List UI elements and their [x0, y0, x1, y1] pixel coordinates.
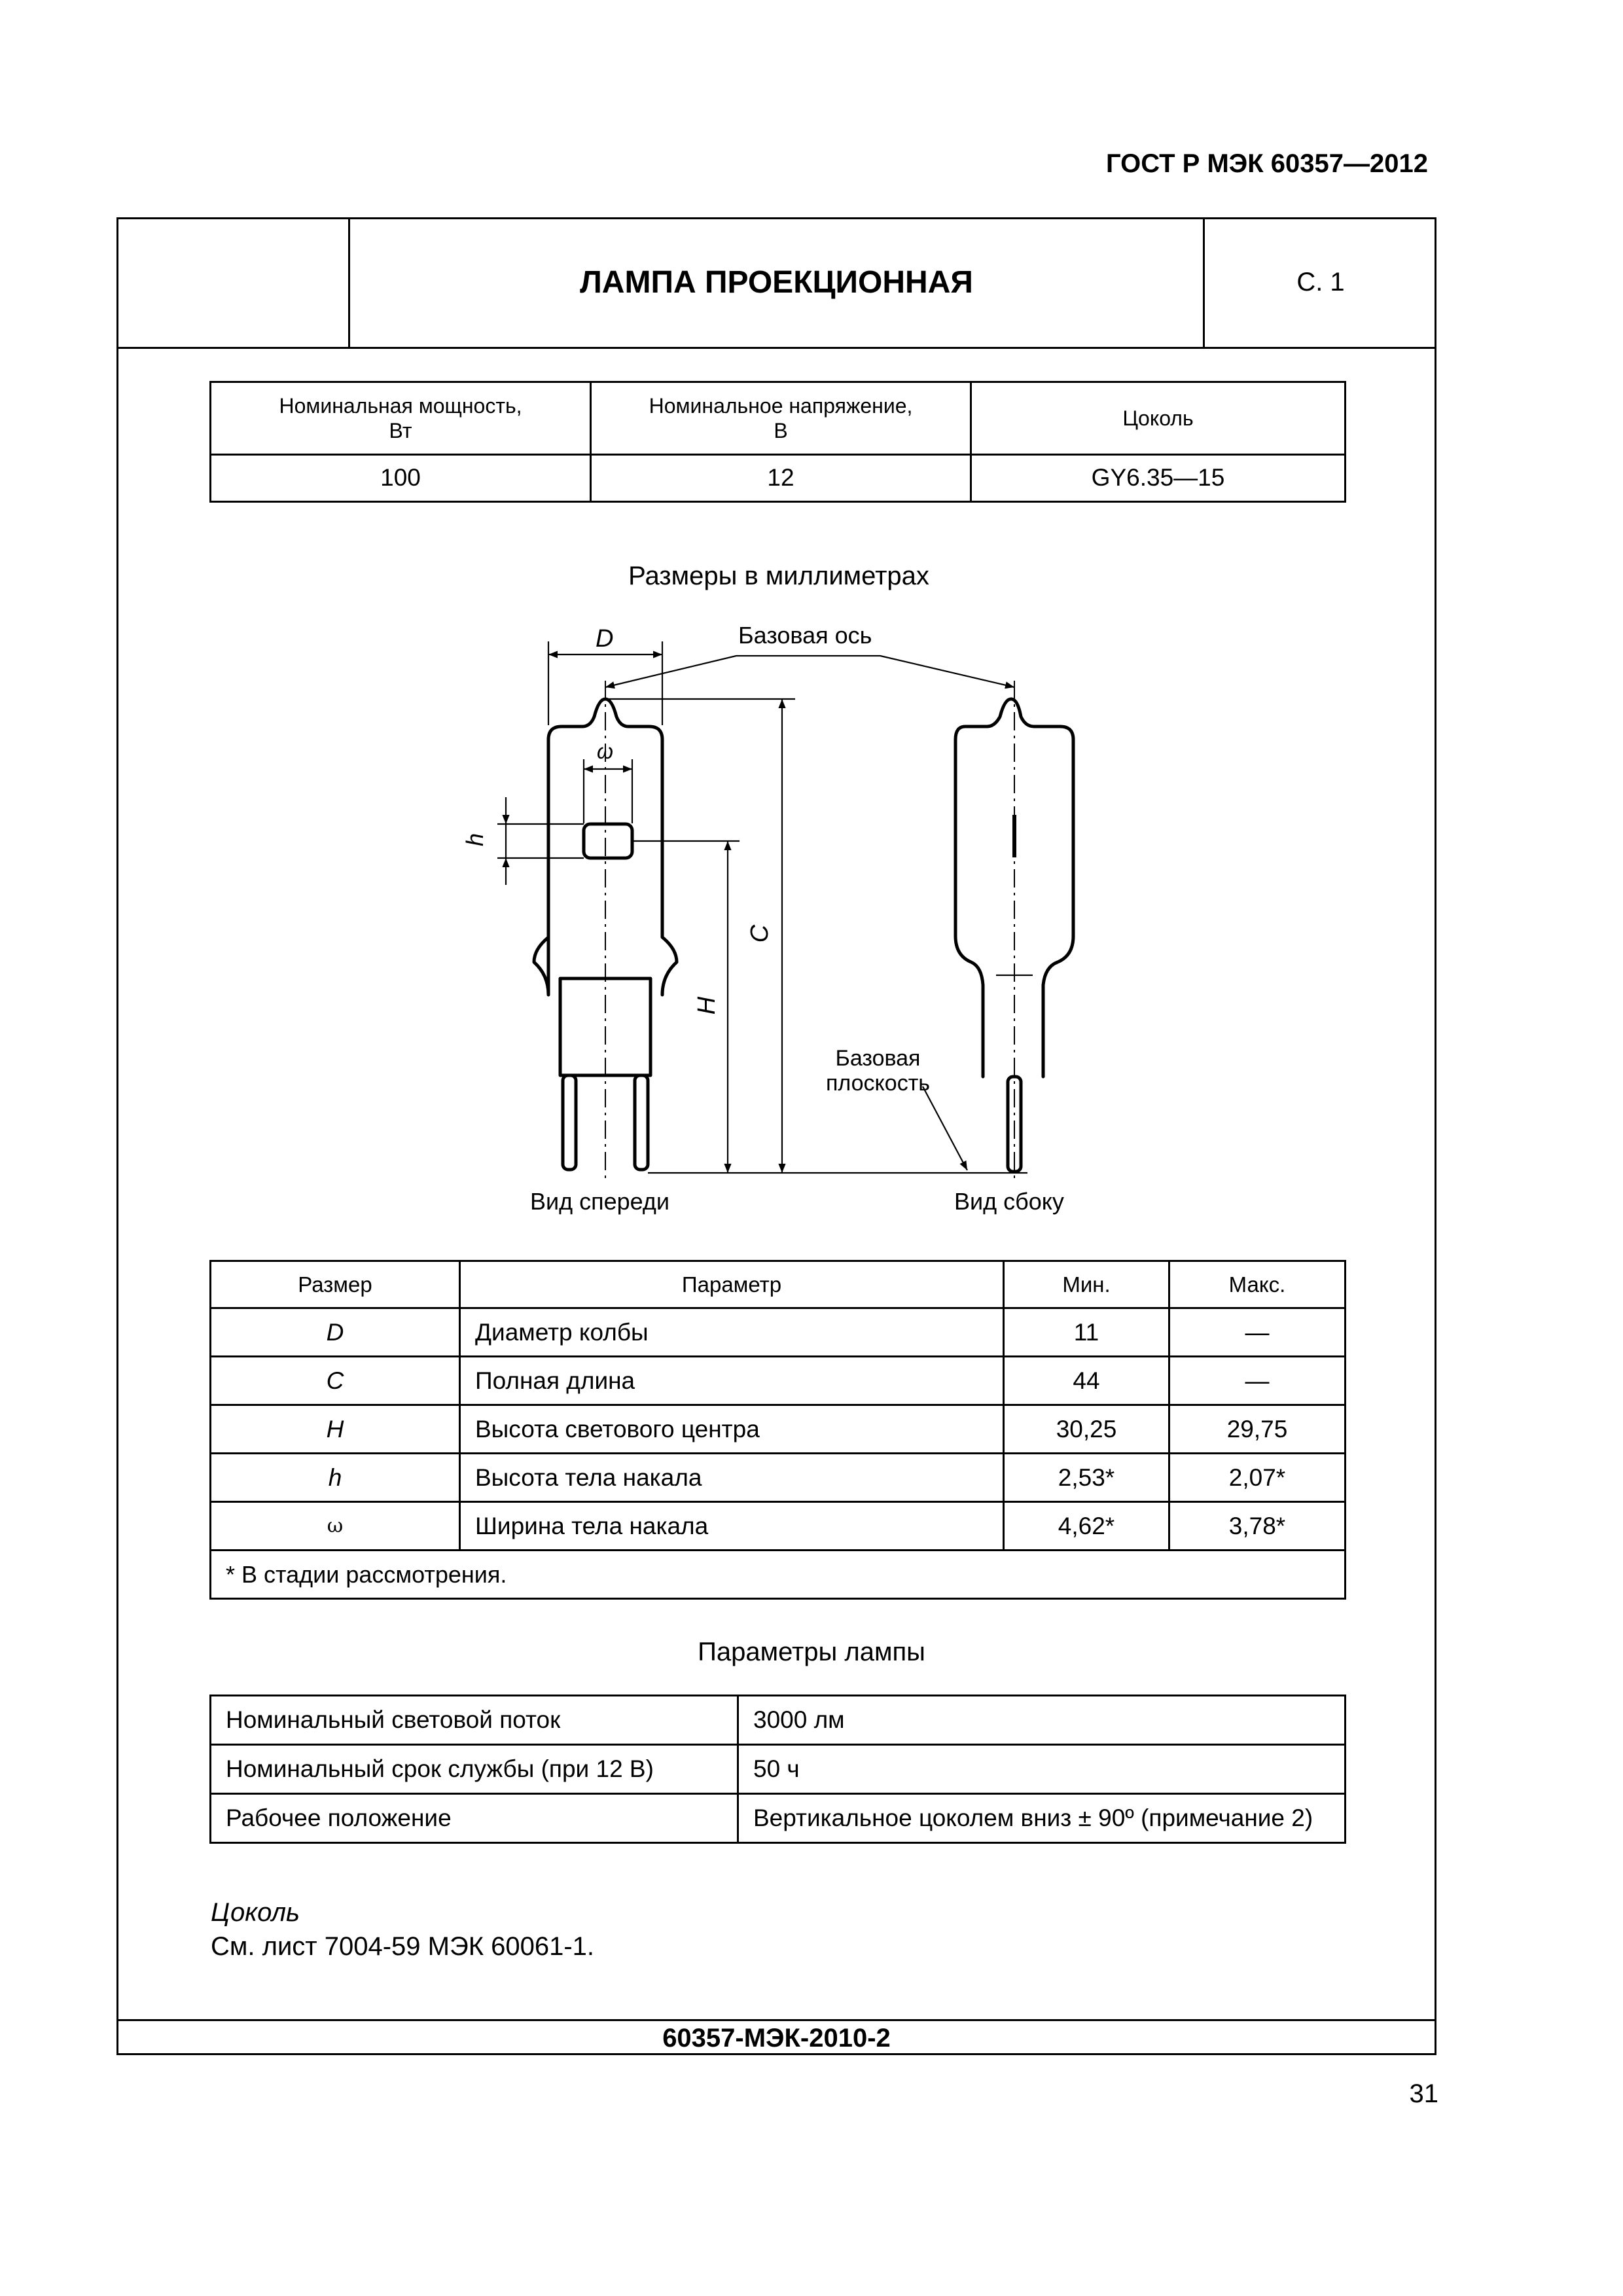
base-note-text: См. лист 7004-59 МЭК 60061-1. [211, 1932, 595, 1961]
param-value: Вертикальное цоколем вниз ± 90º (примечание 2) [738, 1794, 1346, 1843]
table-row [211, 1502, 1346, 1551]
param-value: 50 ч [738, 1745, 1346, 1794]
dim-header-min: Мин. [1004, 1261, 1169, 1308]
rating-header-voltage: Номинальное напряжение, В [591, 382, 971, 455]
dim-header-size: Размер [211, 1261, 460, 1308]
dim-footnote: * В стадии рассмотрения. [211, 1551, 1346, 1599]
standard-designation: ГОСТ Р МЭК 60357—2012 [1105, 149, 1428, 178]
sheet-title: ЛАМПА ПРОЕКЦИОННАЯ [580, 264, 973, 300]
dim-symbol: D [211, 1308, 460, 1357]
lamp-params-table [209, 1695, 1346, 1844]
param-name: Рабочее положение [211, 1794, 738, 1843]
table-row [211, 1794, 1346, 1843]
base-note-title: Цоколь [211, 1898, 300, 1927]
dimensions-table [209, 1260, 1346, 1600]
front-filament [584, 824, 632, 858]
rating-value-base: GY6.35—15 [971, 455, 1346, 502]
label-base-plane-line1: Базовая [835, 1046, 921, 1071]
label-front-view: Вид спереди [530, 1188, 670, 1215]
dim-min: 11 [1004, 1308, 1169, 1357]
dim-symbol: C [211, 1357, 460, 1405]
param-name: Номинальный срок службы (при 12 В) [211, 1745, 738, 1794]
dim-param: Ширина тела накала [460, 1502, 1004, 1551]
page-number: 31 [1409, 2079, 1438, 2108]
dim-min: 4,62* [1004, 1502, 1169, 1551]
rating-value-voltage: 12 [591, 455, 971, 502]
footer-code: 60357-МЭК-2010-2 [662, 2023, 891, 2053]
dim-header-param: Параметр [460, 1261, 1004, 1308]
dim-min: 44 [1004, 1357, 1169, 1405]
label-H: H [693, 996, 721, 1015]
rating-value-power: 100 [211, 455, 591, 502]
table-row [211, 1696, 1346, 1745]
rating-header-base: Цоколь [971, 382, 1346, 455]
dim-max: 3,78* [1169, 1502, 1346, 1551]
dim-param: Полная длина [460, 1357, 1004, 1405]
dim-max: — [1169, 1357, 1346, 1405]
label-D: D [596, 625, 614, 653]
dim-symbol: h [211, 1454, 460, 1502]
front-pin-right [635, 1075, 648, 1170]
dim-param: Высота светового центра [460, 1405, 1004, 1454]
label-base-plane [826, 1046, 930, 1096]
label-base-plane-line2: плоскость [826, 1071, 930, 1096]
dim-min: 2,53* [1004, 1454, 1169, 1502]
param-name: Номинальный световой поток [211, 1696, 738, 1745]
sheet-number: С. 1 [1296, 267, 1345, 296]
label-C: C [746, 924, 774, 943]
dim-symbol: H [211, 1405, 460, 1454]
label-omega: ω [597, 740, 613, 763]
table-row [211, 1454, 1346, 1502]
dim-param: Диаметр колбы [460, 1308, 1004, 1357]
dim-max: 2,07* [1169, 1454, 1346, 1502]
lamp-params-caption: Параметры лампы [698, 1638, 925, 1666]
rating-header-power: Номинальная мощность, Вт [211, 382, 591, 455]
label-h: h [461, 833, 489, 847]
dim-symbol: ω [211, 1502, 460, 1551]
table-row [211, 1745, 1346, 1794]
param-value: 3000 лм [738, 1696, 1346, 1745]
dim-max: 29,75 [1169, 1405, 1346, 1454]
dim-max: — [1169, 1308, 1346, 1357]
dim-param: Высота тела накала [460, 1454, 1004, 1502]
dimensions-caption: Размеры в миллиметрах [628, 562, 929, 590]
label-base-axis: Базовая ось [738, 622, 872, 649]
dim-min: 30,25 [1004, 1405, 1169, 1454]
label-side-view: Вид сбоку [954, 1188, 1064, 1215]
table-row [211, 1405, 1346, 1454]
table-row [211, 1308, 1346, 1357]
front-pin-left [563, 1075, 576, 1170]
dim-header-max: Макс. [1169, 1261, 1346, 1308]
table-row [211, 1357, 1346, 1405]
